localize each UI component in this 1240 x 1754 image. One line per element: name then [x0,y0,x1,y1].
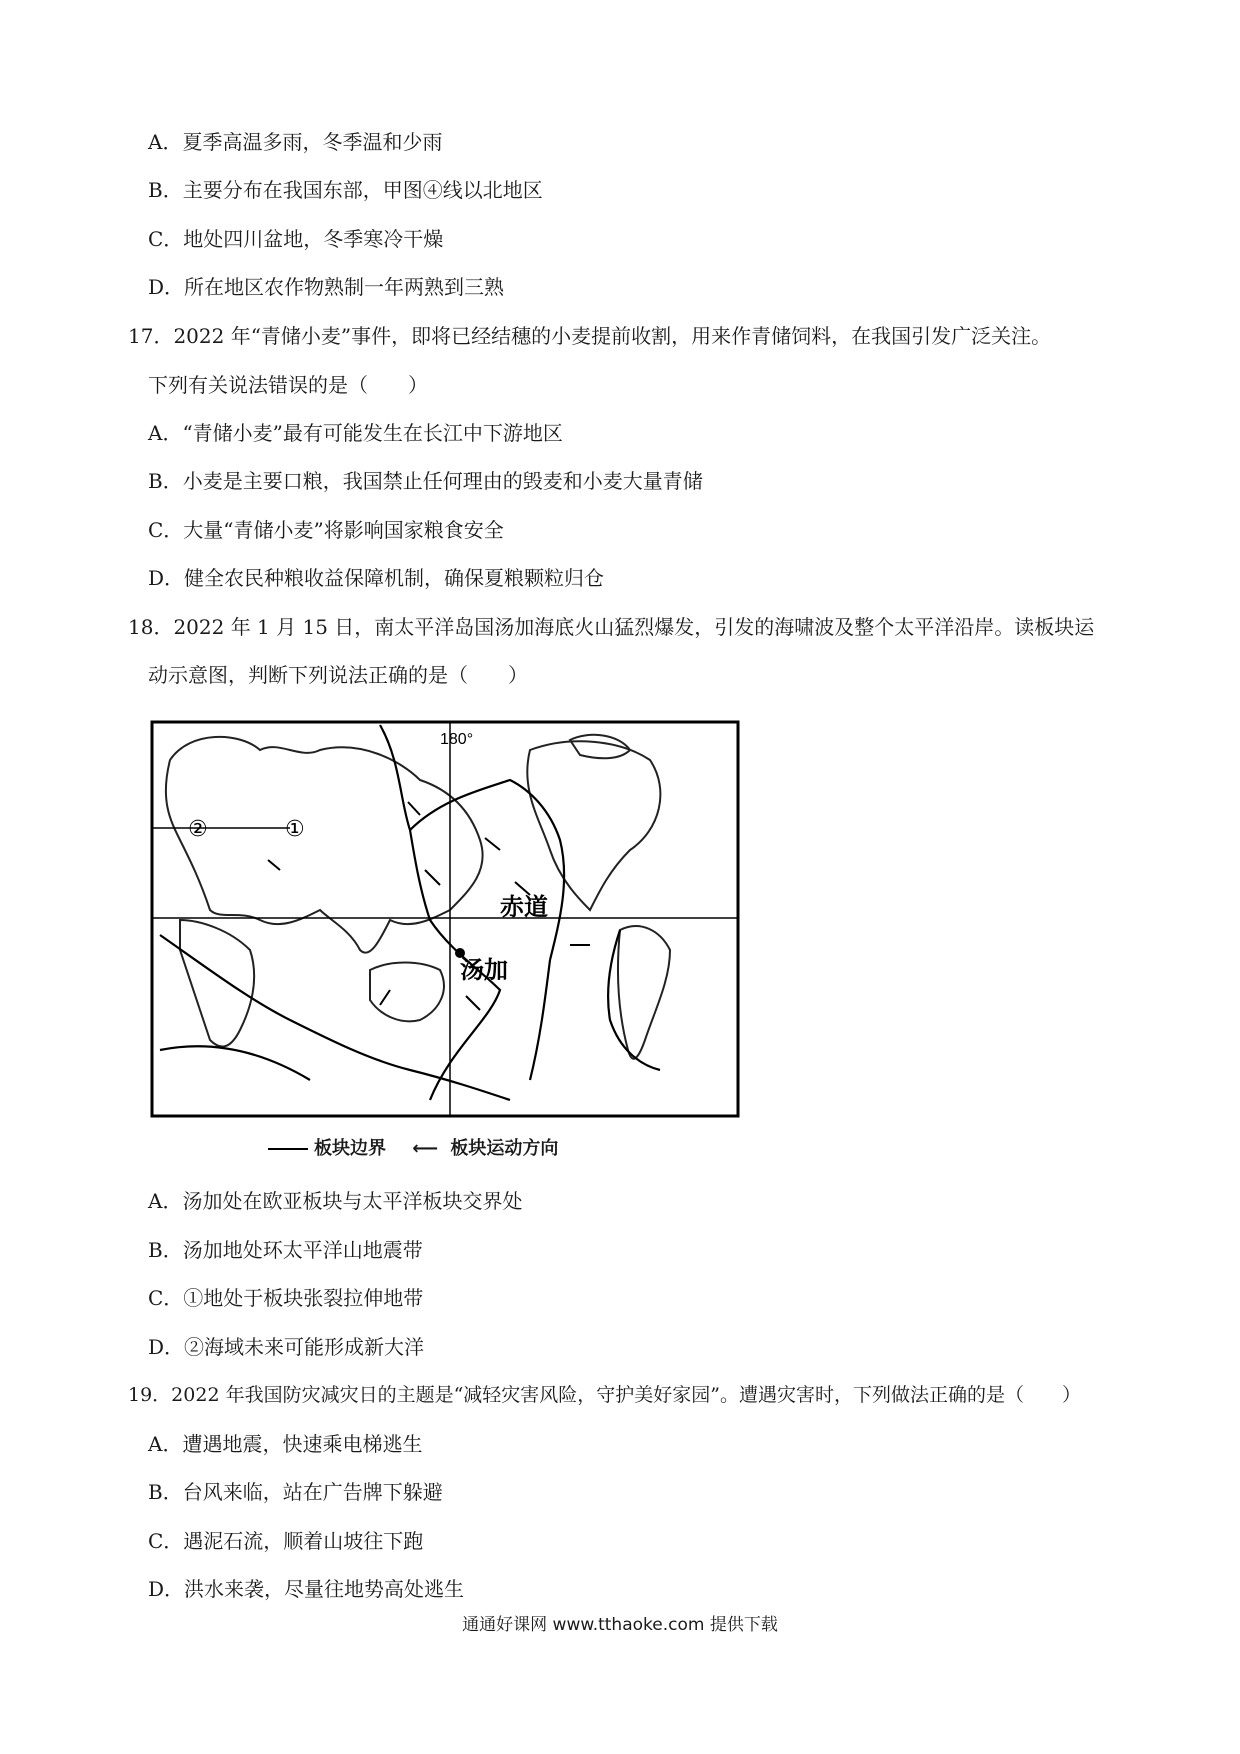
plate-map-svg [150,720,740,1118]
q17-stem-line1: 17．2022 年“青储小麦”事件，即将已经结穗的小麦提前收割，用来作青储饲料，在我国引发广泛关注。 [128,324,1052,348]
legend-direction-label: 板块运动方向 [450,1138,559,1159]
map-frame [152,722,738,1116]
q17-stem-line2: 下列有关说法错误的是（ ） [148,373,428,397]
q19-option-b: B．台风来临，站在广告牌下躲避 [148,1480,443,1504]
page-footer: 通通好课网 www.tthaoke.com 提供下载 [462,1615,778,1635]
q18-option-b: B．汤加地处环太平洋山地震带 [148,1238,423,1262]
q18-stem-line1: 18．2022 年 1 月 15 日，南太平洋岛国汤加海底火山猛烈爆发，引发的海啸波及整个太平洋沿岸。读板块运 [128,615,1095,639]
q18-stem-line2: 动示意图，判断下列说法正确的是（ ） [148,663,528,687]
equator-label: 赤道 [500,894,548,921]
q16-option-d: D．所在地区农作物熟制一年两熟到三熟 [148,275,505,299]
q19-stem: 19．2022 年我国防灾减灾日的主题是“减轻灾害风险，守护美好家园”。遭遇灾害时，下列做法正确的是（ ） [128,1384,1081,1406]
q18-option-a: A．汤加处在欧亚板块与太平洋板块交界处 [148,1189,523,1213]
q17-option-b: B．小麦是主要口粮，我国禁止任何理由的毁麦和小麦大量青储 [148,469,703,493]
q19-option-c: C．遇泥石流，顺着山坡往下跑 [148,1529,424,1553]
q16-option-c: C．地处四川盆地，冬季寒冷干燥 [148,227,444,251]
tonga-label: 汤加 [460,957,508,984]
q18-option-d: D．②海域未来可能形成新大洋 [148,1335,425,1359]
legend-boundary-label: 板块边界 [314,1138,386,1159]
q19-option-a: A．遭遇地震，快速乘电梯逃生 [148,1432,423,1456]
map-marker-1: ① [285,817,305,842]
legend-arrow-icon: ⟵ [412,1138,439,1159]
meridian-label: 180° [440,731,474,748]
q17-option-c: C．大量“青储小麦”将影响国家粮食安全 [148,518,504,542]
plate-movement-map [150,720,740,1118]
tonga-marker [455,948,465,958]
map-legend [268,1134,558,1160]
q16-option-b: B．主要分布在我国东部，甲图④线以北地区 [148,178,543,202]
q17-option-a: A．“青储小麦”最有可能发生在长江中下游地区 [148,421,563,445]
map-marker-2: ② [188,817,208,842]
q18-option-c: C．①地处于板块张裂拉伸地带 [148,1286,424,1310]
legend-boundary-line [268,1148,308,1150]
q17-option-d: D．健全农民种粮收益保障机制，确保夏粮颗粒归仓 [148,566,605,590]
q16-option-a: A．夏季高温多雨，冬季温和少雨 [148,130,443,154]
q19-option-d: D．洪水来袭，尽量往地势高处逃生 [148,1577,465,1601]
